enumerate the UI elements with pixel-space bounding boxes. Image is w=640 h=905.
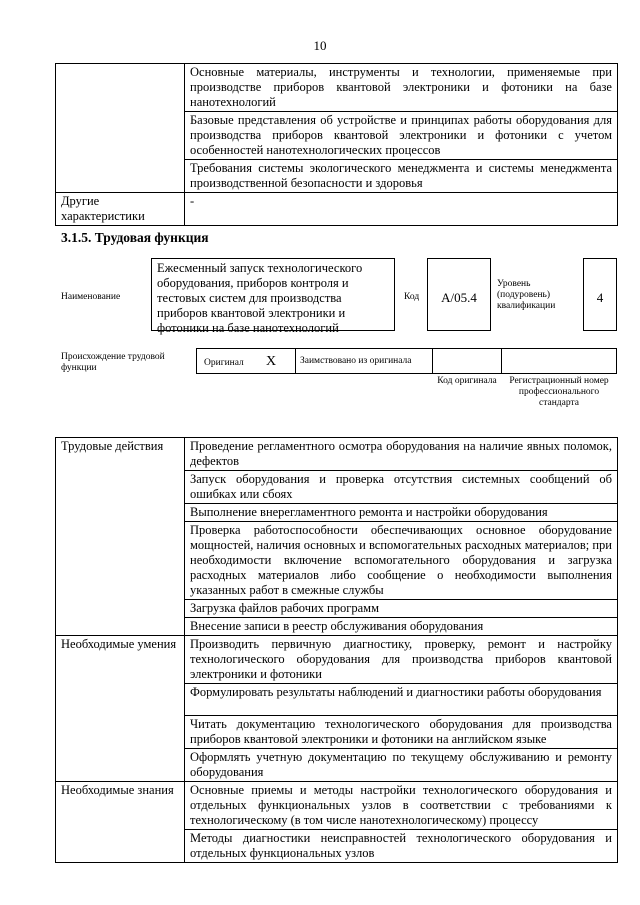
level-label: Уровень (подуровень) квалификации (497, 279, 556, 311)
top-table-cell: Требования системы экологического менеджмента и системы менеджмента производственной безопасности и здоровья (185, 160, 618, 193)
skill-item: Производить первичную диагностику, проверку, ремонт и настройку технологического оборудования для производства приборов квантовой электроники и фотоники (185, 636, 618, 684)
action-item: Выполнение внерегламентного ремонта и настройки оборудования (185, 504, 618, 522)
knowledge-item: Основные приемы и методы настройки технологического оборудования и отдельных функциональных узлов в соответствии с требованиями к технологическому (в том числе нанотехнологическому) процессу (185, 782, 618, 830)
group-label-actions: Трудовые действия (56, 438, 185, 636)
top-table-cell: Базовые представления об устройстве и принципах работы оборудования для производства приборов квантовой электроники и фотоники с учетом особенностей нанотехнологических процессов (185, 112, 618, 160)
page-number: 10 (313, 38, 327, 53)
top-table-cell: - (185, 193, 618, 226)
origin-code-caption: Код оригинала (437, 376, 497, 386)
origin-label: Происхождение трудовой функции (61, 352, 165, 373)
skill-item: Читать документацию технологического оборудования для производства приборов квантовой электроники и фотоники на английском языке (185, 716, 618, 749)
group-label-skills: Необходимые умения (56, 636, 185, 782)
origin-original-box (196, 348, 296, 374)
action-item: Проверка работоспособности обеспечивающих основное оборудование мощностей, наличия основных и вспомогательных расходных материалов; при необходимости включение вспомогательного оборудования и загрузка расходных материалов либо сообщение о необходимости выполнения указанных работ в смежные службы (185, 522, 618, 600)
section-title: 3.1.5. Трудовая функция (61, 230, 209, 245)
top-table (55, 63, 618, 226)
action-item: Внесение записи в реестр обслуживания оборудования (185, 618, 618, 636)
action-item: Проведение регламентного осмотра оборудования на наличие явных поломок, дефектов (185, 438, 618, 471)
action-item: Запуск оборудования и проверка отсутствия системных сообщений об ошибках или сбоях (185, 471, 618, 504)
action-item: Загрузка файлов рабочих программ (185, 600, 618, 618)
origin-borrowed-label: Заимствовано из оригинала (300, 356, 412, 366)
code-value: А/05.4 (427, 258, 491, 331)
origin-code-box (432, 348, 502, 374)
top-table-label-empty (56, 64, 185, 193)
knowledge-item: Методы диагностики неисправностей технологического оборудования и отдельных функциональных узлов (185, 830, 618, 863)
main-table (55, 437, 618, 863)
group-label-knowledge: Необходимые знания (56, 782, 185, 863)
origin-original-label: Оригинал (204, 358, 244, 368)
top-table-cell: Основные материалы, инструменты и технологии, применяемые при производстве приборов квантовой электроники и фотоники на базе нанотехнологий (185, 64, 618, 112)
code-label: Код (404, 292, 420, 302)
origin-reg-caption: Регистрационный номер профессионального стандарта (509, 376, 609, 408)
origin-reg-box (501, 348, 617, 374)
name-label: Наименование (61, 292, 121, 302)
name-value: Ежесменный запуск технологического оборудования, приборов контроля и тестовых систем для производства приборов квантовой электроники и фотоники на базе нанотехнологий (151, 258, 395, 331)
top-table-label: Другие характеристики (56, 193, 185, 226)
level-value: 4 (583, 258, 617, 331)
origin-original-mark: Х (266, 354, 277, 369)
skill-item: Оформлять учетную документацию по текущему обслуживанию и ремонту оборудования (185, 749, 618, 782)
skill-item: Формулировать результаты наблюдений и диагностики работы оборудования (185, 684, 618, 716)
origin-borrowed-box (295, 348, 433, 374)
